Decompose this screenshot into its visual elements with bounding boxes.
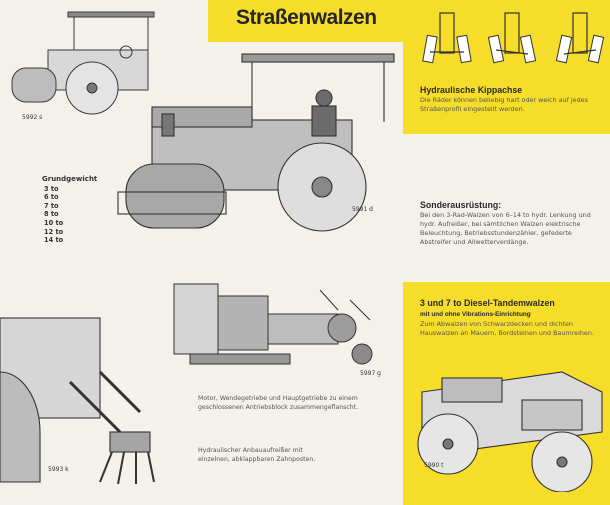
grundgewicht-list bbox=[42, 175, 97, 245]
weight-item: 7 to bbox=[44, 201, 59, 210]
grundgewicht-label: Grundgewicht bbox=[42, 175, 98, 183]
weight-item: 6 to bbox=[44, 193, 59, 202]
caption-tandem: 5990 t bbox=[424, 462, 444, 469]
weight-item: 3 to bbox=[44, 184, 59, 193]
caption-roller-large: 5991 d bbox=[352, 206, 373, 213]
tandem-roller-illustration bbox=[412, 352, 608, 492]
page-title: Straßenwalzen bbox=[236, 6, 377, 29]
tandem-heading: 3 und 7 to Diesel-Tandemwalzen bbox=[420, 298, 555, 308]
motor-text: Motor, Wendegetriebe und Hauptgetriebe zu einem geschlossenen Antriebsblock zusammengeflanscht. bbox=[198, 395, 359, 411]
weight-item: 8 to bbox=[44, 210, 59, 219]
weight-item: 12 to bbox=[44, 227, 64, 236]
anbau-text: Hydraulischer Anbauaufreißer mit einzelnen, abklappbaren Zahnposten. bbox=[198, 447, 316, 463]
weight-item: 14 to bbox=[44, 236, 64, 245]
ripper-illustration bbox=[0, 312, 175, 492]
caption-ripper: 5993 k bbox=[48, 466, 69, 473]
weight-item: 10 to bbox=[44, 218, 64, 227]
tilt-axle-diagram-icon bbox=[415, 8, 605, 68]
sonder-text: Bei den 3-Rad-Walzen von 6–14 to hydr. Lenkung und hydr. Aufreißer, bei sämtlichen Walzen elektrische Beleuchtung, Betriebsstundenzähler, gefederte Abstreifer und Allwetterverdänge. bbox=[420, 211, 591, 246]
caption-engine: 5997 g bbox=[360, 370, 381, 377]
sonder-heading: Sonderausrüstung: bbox=[420, 200, 502, 210]
tandem-subheading: mit und ohne Vibrations-Einrichtung bbox=[420, 311, 531, 318]
engine-illustration bbox=[170, 280, 390, 390]
tandem-text: Zum Abwalzen von Schwarzdecken und dichten Hauswalzen an Mauern, Bordsteinen und Baumreihen. bbox=[420, 320, 594, 337]
roller-large-illustration bbox=[112, 52, 397, 247]
kippachse-text: Die Räder können beliebig hart oder weich auf jedes Straßenprofil eingestellt werden. bbox=[420, 96, 588, 113]
kippachse-heading: Hydraulische Kippachse bbox=[420, 85, 523, 95]
caption-roller-small: 5992 s bbox=[22, 114, 43, 121]
